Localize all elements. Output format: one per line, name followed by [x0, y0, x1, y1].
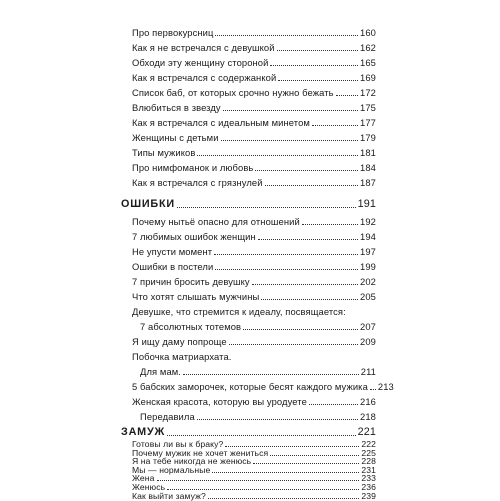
dot-leader: [270, 65, 358, 66]
dot-leader: [258, 239, 358, 240]
toc-entry: [132, 393, 376, 407]
dot-leader: [302, 224, 358, 225]
toc-entry-title: Девушке, что стремится к идеалу, посвящается:: [132, 306, 346, 317]
toc-entry-title: 7 любимых ошибок женщин: [132, 231, 256, 242]
toc-entry-page: 209: [360, 336, 376, 347]
toc-entry: [140, 318, 376, 332]
toc-entry-title: 5 бабских заморочек, которые бесят каждого мужика: [132, 381, 368, 392]
toc-entry: [132, 69, 376, 83]
dot-leader: [167, 435, 356, 436]
toc-entry-page: 162: [360, 42, 376, 53]
toc-entry-heading-line: [132, 303, 376, 317]
toc-entry-title: Побочка матриархата.: [132, 351, 232, 362]
dot-leader: [177, 207, 356, 208]
section-page: 191: [357, 198, 376, 210]
toc-entry-page: 169: [360, 72, 376, 83]
toc-entry: [132, 333, 376, 347]
toc-entry-page: 228: [361, 456, 376, 467]
dot-leader: [336, 95, 358, 96]
toc-entry-title: Что хотят слышать мужчины: [132, 291, 260, 302]
toc-entry-title: Влюбиться в звезду: [132, 102, 221, 113]
toc-entry: [132, 39, 376, 53]
toc-entry-title: Как выйти замуж?: [132, 490, 206, 501]
dot-leader: [223, 110, 358, 111]
toc-entry-page: 187: [360, 177, 376, 188]
toc-entry: [132, 492, 376, 501]
toc-entry-page: 216: [360, 396, 376, 407]
toc-entry-title: Мы — нормальные: [132, 464, 211, 475]
dot-leader: [265, 185, 359, 186]
toc-entry-page: 233: [361, 473, 376, 484]
section-title: ЗАМУЖ: [121, 426, 166, 438]
toc-entry-page: 160: [360, 27, 376, 38]
toc-entry-title: Обходи эту женщину стороной: [132, 57, 269, 68]
toc-entry-heading-line: [132, 348, 376, 362]
toc-entry-title: Типы мужиков: [132, 147, 196, 158]
toc-entry: [132, 213, 376, 227]
toc-entry: [132, 144, 376, 158]
toc-entry-page: 225: [361, 447, 376, 458]
toc-entry-page: 172: [360, 87, 376, 98]
toc-entry-page: 192: [360, 216, 376, 227]
toc-entry-page: 165: [360, 57, 376, 68]
toc-entry-page: 177: [360, 117, 376, 128]
dot-leader: [212, 472, 359, 473]
toc-entry-page: 197: [360, 246, 376, 257]
dot-leader: [167, 489, 359, 490]
toc-entry: [132, 258, 376, 272]
dot-leader: [261, 299, 358, 300]
toc-entry: [132, 114, 376, 128]
toc-entry-page: 231: [361, 464, 376, 475]
toc-entry-title: Готовы ли вы к браку?: [132, 439, 224, 449]
toc-entry-title: Про нимфоманок и любовь: [132, 162, 254, 173]
dot-leader: [278, 80, 358, 81]
dot-leader: [229, 344, 358, 345]
toc-section-marry: [121, 424, 376, 438]
dot-leader: [183, 374, 359, 375]
toc-entry-page: 213: [377, 381, 394, 392]
toc-entry: [140, 408, 376, 422]
toc-entry-title: 7 причин бросить девушку: [132, 276, 250, 287]
toc-entry-page: 211: [360, 366, 376, 377]
toc-entry-title: Женская красота, которую вы уродуете: [132, 396, 307, 407]
toc-entry-page: 181: [360, 147, 376, 158]
toc-entry-title: Я на тебе никогда не женюсь: [132, 456, 252, 467]
toc-section-errors: [121, 196, 376, 210]
toc-entry-title: Как я встречался с содержанкой: [132, 72, 277, 83]
toc-entry: [132, 99, 376, 113]
dot-leader: [215, 269, 358, 270]
toc-entry: [132, 84, 376, 98]
dot-leader: [270, 455, 359, 456]
toc-entry-title: Список баб, от которых срочно нужно бежать: [132, 87, 334, 98]
toc-entry: [132, 174, 376, 188]
toc-entry: [132, 273, 376, 287]
section-page: 221: [357, 426, 376, 438]
dot-leader: [197, 419, 358, 420]
toc-entry-title: Как я не встречался с девушкой: [132, 42, 275, 53]
toc-entry-title: Женюсь: [132, 482, 166, 492]
toc-entry-title: Я ищу даму попроще: [132, 336, 227, 347]
dot-leader: [252, 284, 358, 285]
toc-entry-page: 179: [360, 132, 376, 143]
toc-entry-title: Как я встречался с грязнулей: [132, 177, 263, 188]
toc-entry-title: Жена: [132, 473, 155, 484]
toc-entry: [140, 363, 376, 377]
toc-entry-page: 202: [360, 276, 376, 287]
dot-leader: [243, 329, 358, 330]
toc-entry: [132, 243, 376, 257]
dot-leader: [221, 140, 359, 141]
toc-entry-page: 199: [360, 261, 376, 272]
dot-leader: [277, 50, 358, 51]
dot-leader: [225, 446, 359, 447]
toc-entry-page: 194: [360, 231, 376, 242]
toc-entry-title: Как я встречался с идеальным минетом: [132, 117, 310, 128]
toc-entry-title: Почему нытьё опасно для отношений: [132, 216, 300, 227]
dot-leader: [215, 35, 358, 36]
toc-entry: [132, 129, 376, 143]
toc-entry-page: 175: [360, 102, 376, 113]
toc-entry-page: 207: [360, 321, 376, 332]
toc-entry: [132, 228, 376, 242]
toc-entry-page: 205: [360, 291, 376, 302]
toc-entry-page: 239: [361, 490, 376, 501]
toc-entry-title: Почему мужик не хочет жениться: [132, 447, 269, 458]
toc-entry-title: Не упусти момент: [132, 246, 213, 257]
toc-entry-title: Передавила: [140, 411, 195, 422]
dot-leader: [157, 480, 360, 481]
dot-leader: [309, 404, 358, 405]
toc-entry: [132, 54, 376, 68]
dot-leader: [312, 125, 358, 126]
toc-entry-title: Ошибки в постели: [132, 261, 214, 272]
toc-entry-title: Женщины с детьми: [132, 132, 219, 143]
toc-entry: [132, 24, 376, 38]
dot-leader: [214, 254, 358, 255]
toc-entry: [132, 378, 394, 392]
toc-entry: [132, 159, 376, 173]
dot-leader: [208, 498, 360, 499]
dot-leader: [253, 463, 359, 464]
toc-entry: [132, 288, 376, 302]
toc-entry-title: Для мам.: [140, 366, 182, 377]
toc-entry-page: 184: [360, 162, 376, 173]
toc-entry-page: 236: [361, 482, 376, 492]
toc-entry-page: 222: [361, 439, 376, 449]
toc-entry-page: 218: [360, 411, 376, 422]
section-title: ОШИБКИ: [121, 198, 175, 210]
dot-leader: [255, 170, 358, 171]
dot-leader: [197, 155, 358, 156]
toc-entry-title: Про первокурсниц: [132, 27, 214, 38]
toc-entry-title: 7 абсолютных тотемов: [140, 321, 242, 332]
